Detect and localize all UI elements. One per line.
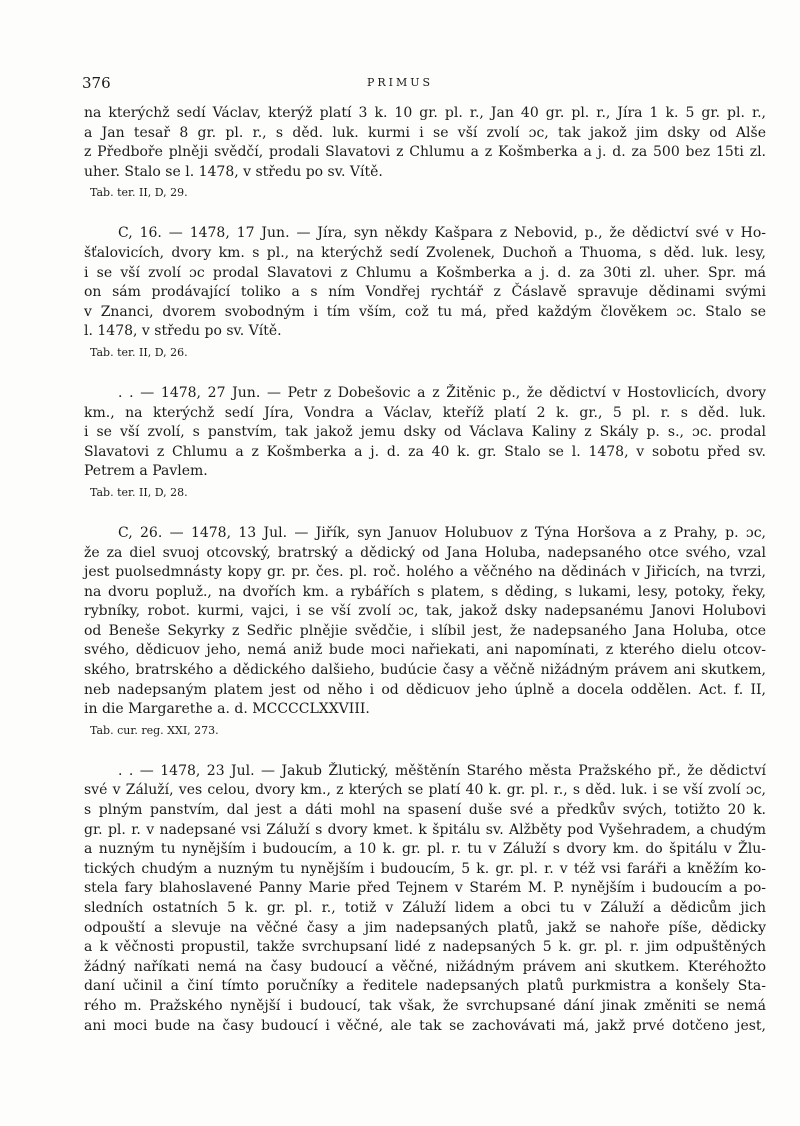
text-line: i se vší zvolí, s panstvím, tak jakož jemu dsky od Václava Kaliny z Skály p. s., ɔc. prodal: [84, 424, 766, 441]
text-line: daní učinil a činí tímto poručníky a ředitele nadepsaných platů purkmistra a konšely Sta-: [84, 978, 766, 995]
text-line: Slavatovi z Chlumu a z Košmberka a j. d. za 40 k. gr. Stalo se l. 1478, v sobotu před sv.: [84, 443, 766, 460]
text-line: že za diel svuoj otcovský, bratrský a dědický od Jana Holuba, nadepsaného otce svého, vzal: [84, 544, 766, 561]
source-reference: Tab. ter. II, D, 26.: [90, 345, 188, 359]
text-line: a k věčnosti propustil, takže svrchupsaní lidé z nadepsaných 5 k. gr. pl. r. jim odpuštěných: [84, 939, 766, 956]
text-line: rého m. Pražského nynější i budoucí, tak však, že svrchupsané dání jinak změniti se nemá: [84, 997, 766, 1014]
entry-block: [84, 762, 766, 1036]
text-line: km., na kterýchž sedí Jíra, Vondra a Václav, kteříž platí 2 k. gr., 5 pl. r. s děd. luk.: [84, 404, 766, 421]
text-line: s plným panstvím, dal jest a dáti mohl na spasení duše své a předkův svých, totižto 20 k.: [84, 802, 766, 819]
text-line: on sám prodávající toliko a s ním Vondřej rychtář z Čáslavě spravuje dědinami svými: [84, 284, 766, 301]
running-title: PRIMUS: [366, 76, 434, 89]
text-line: l. 1478, v středu po sv. Vítě.: [84, 323, 282, 340]
text-line: sledních ostatních 5 k. gr. pl. r., totiž v Záluží lidem a obci tu v Záluží a dědicům jich: [84, 900, 766, 916]
text-line: odpouští a slevuje na věčné časy a jim nadepsaných platů, jakž se nahoře píše, dědicky: [84, 919, 766, 936]
entry-block: [84, 384, 766, 502]
text-line: i se vší zvolí ɔc prodal Slavatovi z Chlumu a Košmberka a j. d. za 30ti zl. uher. Spr. má: [84, 264, 766, 281]
entry-block: [84, 224, 766, 362]
text-line: C, 16. — 1478, 17 Jun. — Jíra, syn někdy Kašpara z Nebovid, p., že dědictví své v Ho-: [118, 225, 766, 242]
text-line: ského, bratrského a dědického dalšieho, budúcie časy a věčně nižádným právem ani skutkem,: [84, 662, 766, 679]
text-line: in die Margarethe a. d. MCCCCLXXVIII.: [84, 701, 370, 718]
text-line: své v Záluží, ves celou, dvory km., z kterých se platí 40 k. gr. pl. r., s děd. luk. i se vší zvolí ɔc,: [84, 782, 766, 799]
text-line: rybníky, robot. kurmi, vajci, i se vší zvolí ɔc, tak, jakož dsky nadepsanému Janovi Holubovi: [84, 603, 766, 620]
text-line: jest puolsedmnásty kopy gr. pr. čes. pl. roč. holého a věčného na dědinách v Jiřicích, na tvrzi,: [84, 564, 766, 581]
text-line: na kterýchž sedí Václav, kterýž platí 3 k. 10 gr. pl. r., Jan 40 gr. pl. r., Jíra 1 k. 5 gr. pl. r.,: [84, 105, 766, 121]
entry-block: [84, 104, 766, 202]
text-line: Petrem a Pavlem.: [84, 463, 208, 480]
text-line: stela fary blahoslavené Panny Marie před Tejnem v Starém M. P. nynějším i budoucím a po-: [84, 880, 766, 897]
text-line: . . — 1478, 27 Jun. — Petr z Dobešovic a z Žitěnic p., že dědictví v Hostovlicích, dvory: [118, 384, 766, 401]
text-line: neb nadepsaným platem jest od něho i od dědicuov jeho úplně a docela oddělen. Act. f. II,: [84, 681, 766, 698]
text-line: svého, dědicuov jeho, nemá aniž bude moci nařiekati, ani napomínati, z kterého dielu otcov-: [84, 642, 766, 659]
source-reference: Tab. cur. reg. XXI, 273.: [90, 723, 219, 737]
text-line: v Znanci, dvorem svobodným i tím vším, což tu má, před každým člověkem ɔc. Stalo se: [84, 303, 766, 320]
text-line: žádný naříkati nemá na časy budoucí a věčné, nižádným právem ani skutkem. Kteréhožto: [84, 958, 766, 975]
entry-block: [84, 524, 766, 740]
text-line: . . — 1478, 23 Jul. — Jakub Žlutický, měštěnín Starého města Pražského př., že dědictví: [118, 762, 766, 779]
text-line: šťalovicích, dvory km. s pl., na kterýchž sedí Zvolenek, Duchoň a Thuoma, s děd. luk. lesy,: [84, 244, 766, 261]
text-line: uher. Stalo se l. 1478, v středu po sv. Vítě.: [84, 163, 383, 180]
text-line: gr. pl. r. v nadepsané vsi Záluží s dvory kmet. k špitálu sv. Alžběty pod Vyšehradem, a chudým: [84, 821, 766, 838]
text-line: C, 26. — 1478, 13 Jul. — Jiřík, syn Januov Holubuov z Týna Horšova a z Prahy, p. ɔc,: [118, 524, 766, 541]
text-line: od Beneše Sekyrky z Sedřic plnějie svědčie, i slíbil jest, že nadepsaného Jana Holuba, otce: [84, 622, 766, 639]
document-body: [84, 104, 766, 1036]
text-line: ani moci bude na časy budoucí i věčné, ale tak se zachovávati má, jakž prvé dotčeno jest,: [84, 1017, 766, 1034]
text-line: na dvoru popluž., na dvořích km. a rybářích s platem, s děding, s lukami, lesy, potoky, řeky,: [84, 583, 766, 600]
text-line: a nuzným tu nynějším i budoucím, a 10 k. gr. pl. r. tu v Záluží s dvory km. do špitálu v Žlu-: [84, 841, 766, 858]
source-reference: Tab. ter. II, D, 29.: [90, 186, 188, 200]
text-line: a Jan tesař 8 gr. pl. r., s děd. luk. kurmi i se vší zvolí ɔc, tak jakož jim dsky od Alše: [84, 124, 766, 141]
text-line: tických chudým a nuzným tu nynějším i budoucím, 5 k. gr. pl. r. v též vsi faráři a kněžím ko-: [84, 860, 766, 877]
source-reference: Tab. ter. II, D, 28.: [90, 485, 188, 499]
text-line: z Předboře plněji svědčí, prodali Slavatovi z Chlumu a z Košmberka a j. d. za 500 bez 15ti zl.: [84, 144, 766, 161]
page-number: 376: [82, 74, 111, 92]
